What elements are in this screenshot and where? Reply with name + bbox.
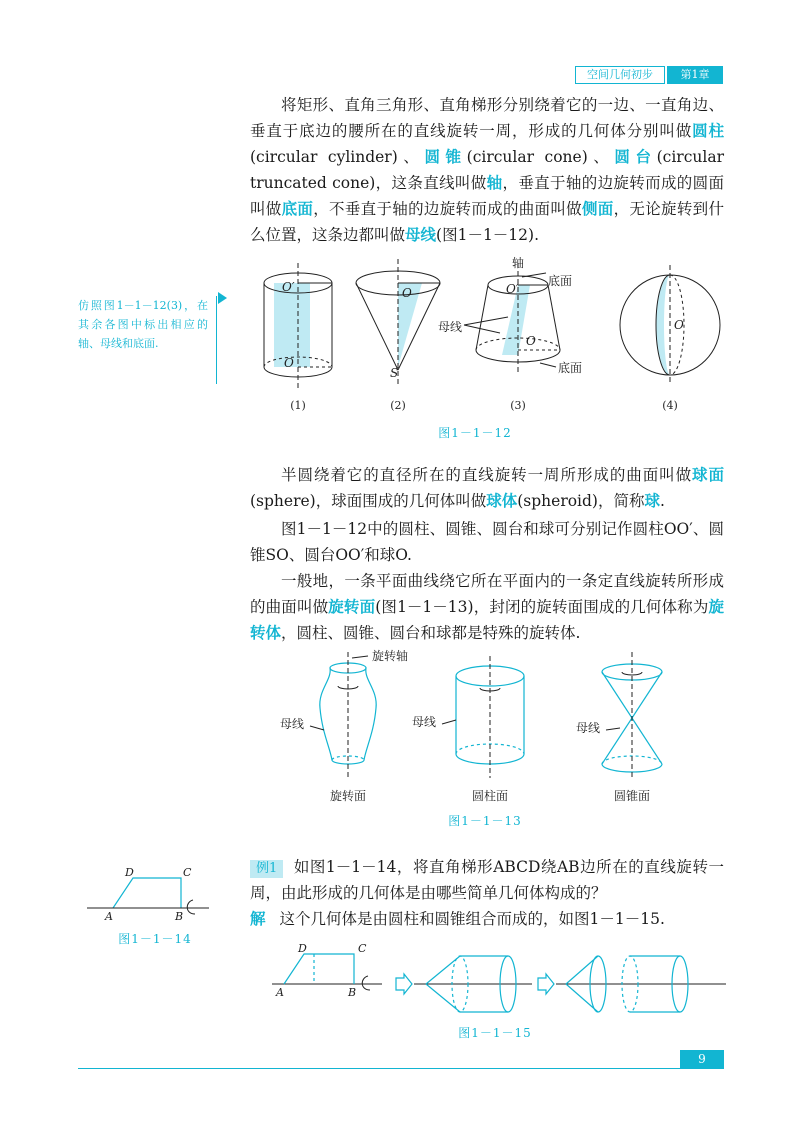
label-o-4: O xyxy=(674,318,684,332)
term-axis: 轴 xyxy=(486,173,503,192)
point-b-15: B xyxy=(348,986,357,999)
arrow-right-icon xyxy=(396,974,412,994)
label-base-top: 底面 xyxy=(548,274,573,288)
term-lateral: 侧面 xyxy=(581,199,614,218)
point-b-14: B xyxy=(175,910,184,923)
term-rotation-surface: 旋转面 xyxy=(328,597,376,616)
example-block xyxy=(250,854,724,906)
label-o-prime-1: O′ xyxy=(282,280,295,294)
point-d-14: D xyxy=(125,866,134,879)
label-o-3: O xyxy=(526,334,536,348)
arrow-right-icon-2 xyxy=(538,974,554,994)
header-bar xyxy=(575,66,725,82)
frustum-drawing xyxy=(464,263,560,375)
point-a-15: A xyxy=(276,986,284,999)
label-base-bottom: 底面 xyxy=(558,361,583,375)
fig12-sub-3: (3) xyxy=(510,399,526,412)
fig12-sub-4: (4) xyxy=(662,399,678,412)
paragraph-intro: 将矩形、直角三角形、直角梯形分别绕着它的一边、一直角边、垂直于底边的腰所在的直线旋转一周，形成的几何体分别叫做圆柱(circular cylinder)、圆锥(circular cone)、圆台(circular truncated cone)，这条直线叫做轴，垂直于轴的边旋转而成的圆面叫做底面，不垂直于轴的边旋转而成的曲面叫做侧面，无论旋转到什么位置，这条边都叫做母线(图1－1－12). xyxy=(250,96,724,244)
point-c-15: C xyxy=(358,944,367,955)
solution-block xyxy=(250,906,724,932)
chapter-title: 空间几何初步 xyxy=(575,66,665,84)
paragraph-sphere: 半圆绕着它的直径所在的直线旋转一周所形成的曲面叫做球面(sphere)，球面围成的几何体叫做球体(spheroid)，简称球. xyxy=(250,465,724,510)
label-axis: 轴 xyxy=(512,256,525,270)
figure-1-1-13 xyxy=(280,648,680,808)
paragraph-rotation: 一般地，一条平面曲线绕它所在平面内的一条定直线旋转所形成的曲面叫做旋转面(图1－1－13)，封闭的旋转面围成的几何体称为旋转体，圆柱、圆锥、圆台和球都是特殊的旋转体. xyxy=(250,572,724,642)
term-cone: 圆锥 xyxy=(424,147,467,166)
term-base: 底面 xyxy=(281,199,314,218)
sub-rotation-surface: 旋转面 xyxy=(329,789,367,803)
label-o-prime-3: O′ xyxy=(506,282,519,296)
term-solid-revolution: 旋转体 xyxy=(250,597,724,642)
rotation-arrow-icon-15 xyxy=(362,976,370,990)
example-question: 如图1－1－14，将直角梯形ABCD绕AB边所在的直线旋转一周，由此形成的几何体是由哪些简单几何体构成的？ xyxy=(250,858,724,902)
term-spheroid: 球体 xyxy=(486,491,518,510)
fig14-caption: 图1－1－14 xyxy=(118,932,192,946)
example-tag: 例1 xyxy=(250,860,283,878)
side-note: 仿照图1－1－12(3)，在其余各图中标出相应的轴、母线和底面. xyxy=(78,299,208,350)
side-note-arrow-icon xyxy=(218,292,227,304)
label-s: S xyxy=(390,366,399,380)
fig12-sub-1: (1) xyxy=(290,399,306,412)
term-generatrix: 母线 xyxy=(405,225,437,244)
side-note-rule xyxy=(216,296,217,384)
term-sphere-surface: 球面 xyxy=(692,465,724,484)
label-generatrix-cylinder: 母线 xyxy=(412,715,437,729)
figure-1-1-15 xyxy=(272,944,728,1020)
rotation-arrow-icon-14 xyxy=(187,900,195,914)
label-o-2: O xyxy=(402,286,412,300)
term-ball: 球 xyxy=(644,491,660,510)
sub-cylinder-surface: 圆柱面 xyxy=(471,789,509,803)
label-o-1: O xyxy=(284,356,294,370)
solution-tag: 解 xyxy=(250,909,266,928)
point-a-14: A xyxy=(105,910,113,923)
fig13-caption: 图1－1－13 xyxy=(448,814,522,828)
figure-1-1-12 xyxy=(250,255,730,415)
term-frustum: 圆台 xyxy=(614,147,657,166)
label-generatrix-cone: 母线 xyxy=(576,721,601,735)
point-d-15: D xyxy=(298,944,307,955)
fig15-caption: 图1－1－15 xyxy=(458,1026,532,1040)
term-cylinder: 圆柱 xyxy=(692,121,724,140)
paragraph-notation: 图1－1－12中的圆柱、圆锥、圆台和球可分别记作圆柱OO′、圆锥SO、圆台OO′和球O. xyxy=(250,520,724,564)
label-generatrix-vase: 母线 xyxy=(280,717,305,731)
fig12-caption: 图1－1－12 xyxy=(438,426,512,440)
solution-text: 这个几何体是由圆柱和圆锥组合而成的，如图1－1－15. xyxy=(279,910,665,928)
sphere-drawing xyxy=(620,265,720,385)
fig12-sub-2: (2) xyxy=(390,399,406,412)
chapter-tag: 第1章 xyxy=(667,66,723,84)
label-rotation-axis: 旋转轴 xyxy=(372,649,409,663)
page-number: 9 xyxy=(680,1050,724,1068)
point-c-14: C xyxy=(183,866,192,879)
figure-1-1-14 xyxy=(85,862,215,926)
footer-rule xyxy=(78,1068,724,1069)
label-generatrix: 母线 xyxy=(438,320,463,334)
sub-cone-surface: 圆锥面 xyxy=(613,789,651,803)
cylinder-drawing xyxy=(264,263,332,390)
